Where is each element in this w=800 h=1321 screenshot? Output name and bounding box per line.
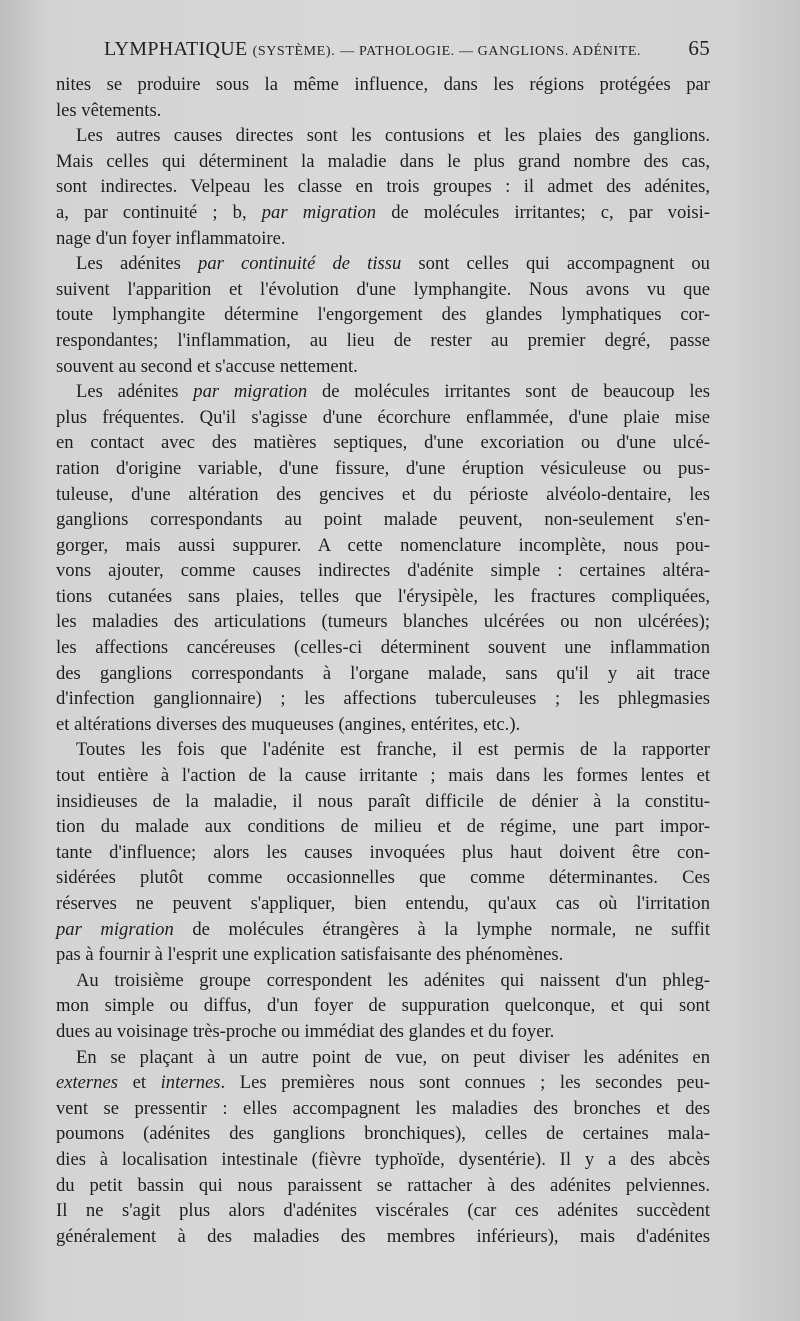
text-line: vons ajouter, comme causes indirectes d'adénite simple : certaines altéra- xyxy=(56,560,710,582)
text-line: poumons (adénites des ganglions bronchiques), celles de certaines mala- xyxy=(56,1123,710,1145)
text-line: les maladies des articulations (tumeurs blanches ulcérées ou non ulcérées); xyxy=(56,611,710,633)
text-line: tions cutanées sans plaies, telles que l'érysipèle, les fractures compliquées, xyxy=(56,585,710,607)
header-title xyxy=(104,38,641,61)
text-line: vent se pressentir : elles accompagnent les maladies des bronches et des xyxy=(56,1097,710,1119)
text-line: tante d'influence; alors les causes invoquées plus haut doivent être con- xyxy=(56,841,710,863)
text-line: nage d'un foyer inflammatoire. xyxy=(56,227,286,249)
text-line: dies à localisation intestinale (fièvre typhoïde, dysentérie). Il y a des abcès xyxy=(56,1148,710,1170)
text-line: tout entière à l'action de la cause irritante ; mais dans les formes lentes et xyxy=(56,765,710,787)
text-line: respondantes; l'inflammation, au lieu de rester au premier degré, passe xyxy=(56,329,710,351)
text-line: a, par continuité ; b, par migration de molécules irritantes; c, par voisi- xyxy=(56,201,711,223)
text-line: Les adénites par migration de molécules irritantes sont de beaucoup les xyxy=(76,381,710,403)
text-line: toute lymphangite détermine l'engorgement des glandes lymphatiques cor- xyxy=(56,304,710,326)
text-line: souvent au second et s'accuse nettement. xyxy=(56,355,358,377)
paragraph xyxy=(56,123,710,251)
body-text xyxy=(56,72,710,1249)
text-line: gorger, mais aussi suppurer. A cette nomenclature incomplète, nous pou- xyxy=(56,534,710,556)
text-line: Au troisième groupe correspondent les adénites qui naissent d'un phleg- xyxy=(76,969,710,991)
text-line: sont indirectes. Velpeau les classe en trois groupes : il admet des adénites, xyxy=(56,176,710,198)
text-line: Mais celles qui déterminent la maladie dans le plus grand nombre des cas, xyxy=(56,150,710,172)
text-line: En se plaçant à un autre point de vue, on peut diviser les adénites en xyxy=(76,1046,710,1068)
text-line: Les adénites par continuité de tissu sont celles qui accompagnent ou xyxy=(76,253,710,275)
text-line: du petit bassin qui nous paraissent se rattacher à des adénites pelviennes. xyxy=(56,1174,710,1196)
text-line: et altérations diverses des muqueuses (angines, entérites, etc.). xyxy=(56,713,521,735)
text-line: par migration de molécules étrangères à la lymphe normale, ne suffit xyxy=(56,918,710,940)
text-line: suivent l'apparition et l'évolution d'une lymphangite. Nous avons vu que xyxy=(56,278,710,300)
text-line: Il ne s'agit plus alors d'adénites viscérales (car ces adénites succèdent xyxy=(56,1200,710,1222)
header-title-sub: (SYSTÈME). xyxy=(252,44,336,59)
text-line: des ganglions correspondants à l'organe malade, sans qu'il y ait trace xyxy=(56,662,710,684)
text-line: dues au voisinage très-proche ou immédiat des glandes et du foyer. xyxy=(56,1020,555,1042)
text-line: sidérées plutôt comme occasionnelles que comme déterminantes. Ces xyxy=(56,867,710,889)
header-title-main: LYMPHATIQUE xyxy=(104,38,248,60)
text-line: en contact avec des matières septiques, d'une excoriation ou d'une ulcé- xyxy=(56,432,710,454)
text-line: insidieuses de la maladie, il nous paraît difficile de dénier à la constitu- xyxy=(56,790,710,812)
text-line: Toutes les fois que l'adénite est franche, il est permis de la rapporter xyxy=(76,739,710,761)
text-line: tion du malade aux conditions de milieu et de régime, une part impor- xyxy=(56,816,710,838)
paragraph xyxy=(56,379,710,737)
text-line: nites se produire sous la même influence, dans les régions protégées par xyxy=(56,74,710,95)
text-line: ganglions correspondants au point malade peuvent, non-seulement s'en- xyxy=(56,509,710,531)
text-line: les affections cancéreuses (celles-ci déterminent souvent une inflammation xyxy=(56,637,710,659)
text-line: mon simple ou diffus, d'un foyer de suppuration quelconque, et qui sont xyxy=(56,995,710,1017)
page-number: 65 xyxy=(688,36,710,60)
text-line: ration d'origine variable, d'une fissure, d'une éruption vésiculeuse ou pus- xyxy=(56,457,710,479)
paragraph xyxy=(56,737,710,967)
text-line: Les autres causes directes sont les contusions et les plaies des ganglions. xyxy=(76,125,710,147)
text-line: réserves ne peuvent s'appliquer, bien entendu, qu'aux cas où l'irritation xyxy=(56,893,710,914)
paragraph xyxy=(56,1045,710,1250)
text-line: externes et internes. Les premières nous sont connues ; les secondes peu- xyxy=(56,1072,710,1094)
text-line: tuleuse, d'une altération des gencives et du périoste alvéolo-dentaire, les xyxy=(56,483,710,505)
paragraph xyxy=(56,251,710,379)
text-line: plus fréquentes. Qu'il s'agisse d'une écorchure enflammée, d'une plaie mise xyxy=(56,406,710,428)
text-line: généralement à des maladies des membres inférieurs), mais d'adénites xyxy=(56,1225,710,1247)
paragraph xyxy=(56,968,710,1045)
paragraph xyxy=(56,72,710,123)
running-header xyxy=(104,36,710,61)
header-section: — PATHOLOGIE. — GANGLIONS. ADÉNITE. xyxy=(340,44,642,59)
text-line: les vêtements. xyxy=(56,99,162,121)
text-line: pas à fournir à l'esprit une explication satisfaisante des phénomènes. xyxy=(56,944,564,966)
text-line: d'infection ganglionnaire) ; les affections tuberculeuses ; les phlegmasies xyxy=(56,688,710,710)
